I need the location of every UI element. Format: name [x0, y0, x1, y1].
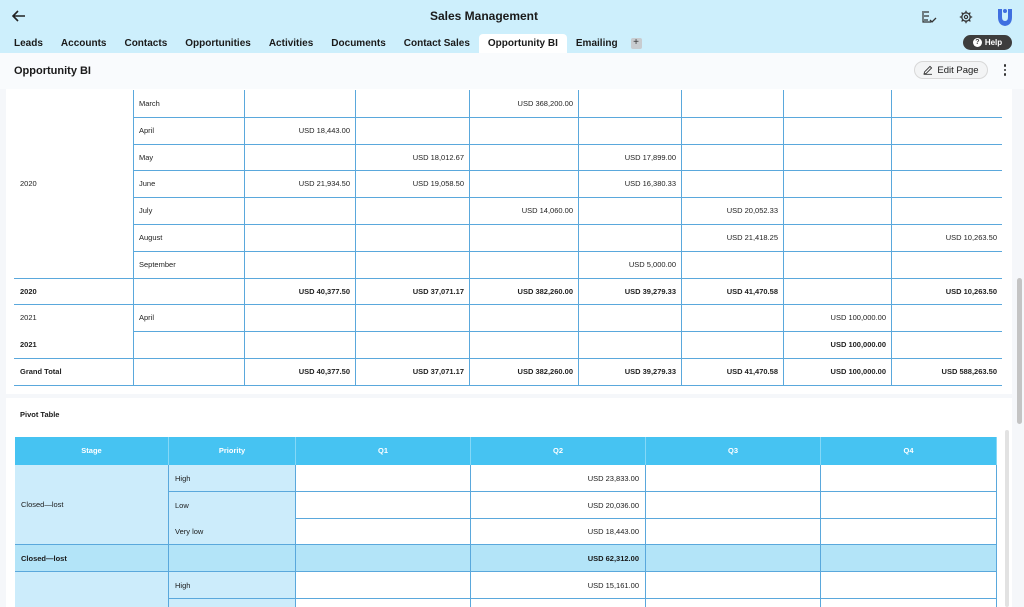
- month-cell: April: [139, 126, 155, 135]
- app-title: Sales Management: [429, 9, 539, 23]
- value-cell: USD 100,000.00: [830, 367, 886, 376]
- month-cell: August: [139, 233, 163, 242]
- value-cell: USD 18,443.00: [298, 126, 350, 135]
- year-cell: 2021: [20, 313, 37, 322]
- value-cell: USD 37,071.17: [412, 287, 464, 296]
- gear-icon[interactable]: [956, 8, 976, 26]
- year-cell: [20, 90, 130, 117]
- pivot-table: [15, 437, 997, 607]
- tab-opportunities[interactable]: Opportunities: [185, 38, 251, 49]
- pivot-scrollbar[interactable]: [1005, 430, 1009, 607]
- subtotal-cell: [169, 545, 296, 572]
- pivot-value-cell: [646, 518, 821, 545]
- row-divider: [14, 304, 1002, 305]
- page-scrollbar[interactable]: [1017, 278, 1022, 424]
- pivot-header-cell[interactable]: Priority: [169, 437, 296, 465]
- pivot-empty-cell: [471, 599, 646, 607]
- pivot-value-cell: [646, 572, 821, 599]
- column-divider: [355, 90, 356, 385]
- value-cell: USD 39,279.33: [624, 287, 676, 296]
- pivot-value-cell: [296, 572, 471, 599]
- more-options-icon[interactable]: [1001, 63, 1009, 77]
- column-divider: [578, 90, 579, 385]
- value-cell: USD 588,263.50: [941, 367, 997, 376]
- subtotal-cell: [296, 545, 471, 572]
- value-cell: USD 19,058.50: [412, 179, 464, 188]
- pencil-icon: [923, 65, 933, 75]
- pivot-empty-cell: [169, 599, 296, 607]
- year-cell: [20, 117, 130, 144]
- pivot-header-cell[interactable]: Q2: [471, 437, 646, 465]
- pivot-empty-cell: [821, 599, 997, 607]
- pivot-value-cell: [821, 465, 997, 492]
- value-cell: USD 17,899.00: [624, 153, 676, 162]
- page-title: Opportunity BI: [14, 65, 91, 77]
- value-cell: USD 10,263.50: [945, 233, 997, 242]
- priority-cell: High: [169, 572, 296, 599]
- year-cell: 2020: [20, 287, 37, 296]
- value-cell: USD 382,260.00: [517, 367, 573, 376]
- tab-bar: [0, 34, 642, 53]
- pivot-empty-cell: [296, 599, 471, 607]
- edit-page-label: Edit Page: [937, 64, 979, 76]
- year-cell: Grand Total: [20, 367, 62, 376]
- help-icon: ?: [973, 38, 982, 47]
- value-cell: USD 5,000.00: [628, 260, 676, 269]
- value-cell: USD 40,377.50: [298, 367, 350, 376]
- value-cell: USD 21,934.50: [298, 179, 350, 188]
- value-cell: USD 10,263.50: [945, 287, 997, 296]
- value-cell: USD 20,052.33: [726, 206, 778, 215]
- row-divider: [133, 170, 1002, 171]
- pivot-header-cell[interactable]: Q1: [296, 437, 471, 465]
- pivot-empty-cell: [646, 599, 821, 607]
- row-divider: [133, 117, 1002, 118]
- month-cell: September: [139, 260, 176, 269]
- pivot-header-cell[interactable]: Q3: [646, 437, 821, 465]
- value-cell: USD 41,470.58: [726, 287, 778, 296]
- value-cell: USD 21,418.25: [726, 233, 778, 242]
- tab-contacts[interactable]: Contacts: [124, 38, 168, 49]
- tab-leads[interactable]: Leads: [14, 38, 43, 49]
- pivot-value-cell: USD 15,161.00: [471, 572, 646, 599]
- column-divider: [133, 90, 134, 385]
- row-divider: [133, 224, 1002, 225]
- tab-contact-sales[interactable]: Contact Sales: [403, 38, 470, 49]
- subtotal-cell: USD 62,312.00: [471, 545, 646, 572]
- tab-opportunity-bi[interactable]: Opportunity BI: [479, 34, 567, 53]
- tab-documents[interactable]: Documents: [331, 38, 386, 49]
- year-cell: 2021: [20, 340, 37, 349]
- pivot-value-cell: [821, 518, 997, 545]
- pivot-value-cell: USD 23,833.00: [471, 465, 646, 492]
- add-tab-button[interactable]: +: [631, 38, 642, 49]
- priority-cell: Low: [169, 492, 296, 519]
- row-divider: [14, 278, 1002, 279]
- year-cell: [20, 224, 130, 251]
- pivot-value-cell: [646, 492, 821, 519]
- row-divider: [14, 385, 1002, 386]
- priority-cell: High: [169, 465, 296, 492]
- help-label: Help: [984, 38, 1003, 47]
- row-divider: [14, 358, 1002, 359]
- tab-accounts[interactable]: Accounts: [60, 38, 107, 49]
- app-header: [0, 0, 1024, 53]
- value-cell: USD 41,470.58: [726, 367, 778, 376]
- pivot-header-cell[interactable]: Q4: [821, 437, 997, 465]
- pivot-header-cell[interactable]: Stage: [15, 437, 169, 465]
- month-cell: April: [139, 313, 155, 322]
- column-divider: [681, 90, 682, 385]
- tab-activities[interactable]: Activities: [268, 38, 314, 49]
- year-cell: [20, 251, 130, 278]
- pivot-value-cell: [821, 492, 997, 519]
- value-cell: USD 39,279.33: [624, 367, 676, 376]
- subtotal-stage-cell: Closed—lost: [15, 545, 169, 572]
- value-cell: USD 14,060.00: [521, 206, 573, 215]
- checklist-icon[interactable]: [919, 8, 939, 26]
- month-cell: June: [139, 179, 156, 188]
- year-cell: [20, 144, 130, 171]
- value-cell: USD 368,200.00: [517, 99, 573, 108]
- pivot-value-cell: USD 20,036.00: [471, 492, 646, 519]
- stage-group-cell: [15, 572, 169, 607]
- month-cell: May: [139, 153, 154, 162]
- pivot-value-cell: [646, 465, 821, 492]
- subtotal-cell: [646, 545, 821, 572]
- year-cell: [20, 197, 130, 224]
- column-divider: [783, 90, 784, 385]
- value-cell: USD 16,380.33: [624, 179, 676, 188]
- edit-page-button[interactable]: [914, 61, 988, 79]
- value-cell: USD 37,071.17: [412, 367, 464, 376]
- stage-group-cell: Closed—lost: [15, 465, 169, 545]
- user-avatar-icon[interactable]: [995, 4, 1015, 28]
- pivot-value-cell: [296, 518, 471, 545]
- column-divider: [469, 90, 470, 385]
- row-divider: [133, 197, 1002, 198]
- pivot-title: Pivot Table: [20, 410, 60, 419]
- column-divider: [891, 90, 892, 385]
- row-divider: [133, 331, 1002, 332]
- pivot-value-cell: [296, 492, 471, 519]
- value-cell: USD 40,377.50: [298, 287, 350, 296]
- pivot-value-cell: [296, 465, 471, 492]
- pivot-value-cell: USD 18,443.00: [471, 518, 646, 545]
- priority-cell: Very low: [169, 518, 296, 545]
- value-cell: USD 100,000.00: [830, 340, 886, 349]
- subtotal-cell: [821, 545, 997, 572]
- value-cell: USD 382,260.00: [517, 287, 573, 296]
- row-divider: [133, 144, 1002, 145]
- value-cell: USD 18,012.67: [412, 153, 464, 162]
- month-cell: July: [139, 206, 153, 215]
- year-cell: 2020: [20, 179, 37, 188]
- help-button[interactable]: [963, 35, 1012, 50]
- row-divider: [133, 251, 1002, 252]
- value-cell: USD 100,000.00: [830, 313, 886, 322]
- pivot-value-cell: [821, 572, 997, 599]
- tab-emailing[interactable]: Emailing: [575, 38, 618, 49]
- page-bar: [0, 53, 1024, 89]
- column-divider: [244, 90, 245, 385]
- month-cell: March: [139, 99, 160, 108]
